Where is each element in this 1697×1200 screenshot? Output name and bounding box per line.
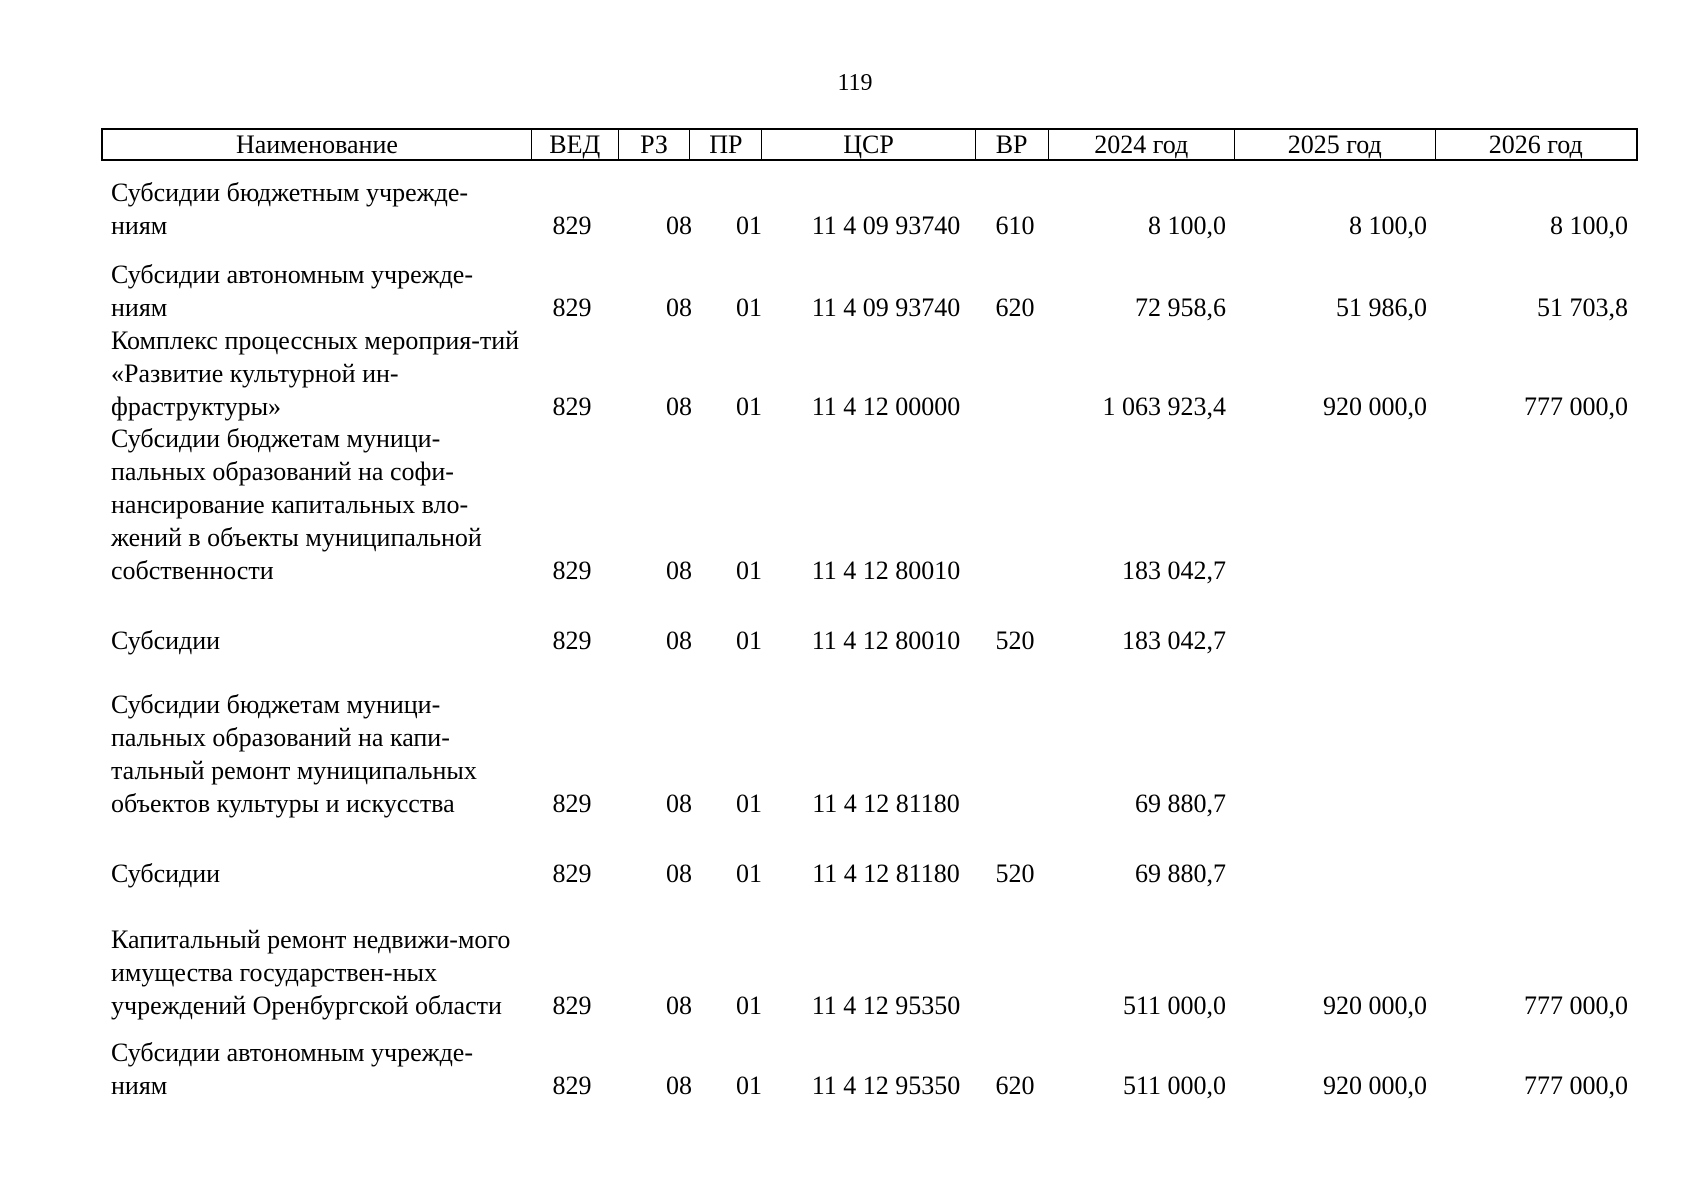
cell-y2026: 777 000,0: [1524, 991, 1628, 1020]
cell-csr: 11 4 12 81180: [812, 789, 960, 818]
cell-rz: 08: [666, 789, 692, 818]
header-rz: РЗ: [619, 130, 691, 159]
cell-pr: 01: [736, 626, 762, 655]
header-2024: 2024 год: [1049, 130, 1236, 159]
cell-name: Комплекс процессных мероприя-тий «Развитие культурной ин-фраструктуры»: [111, 326, 520, 421]
header-2026: 2026 год: [1488, 130, 1583, 159]
cell-csr: 11 4 09 93740: [811, 211, 961, 240]
cell-y2024: 69 880,7: [1135, 859, 1226, 888]
cell-y2026: 777 000,0: [1524, 1071, 1628, 1100]
cell-y2026: 8 100,0: [1550, 211, 1628, 240]
cell-y2024: 72 958,6: [1135, 293, 1226, 322]
table-row: [101, 688, 1638, 820]
cell-rz: 08: [666, 293, 692, 322]
cell-y2024: 69 880,7: [1135, 789, 1226, 818]
table-row: [101, 423, 1638, 587]
cell-name: Капитальный ремонт недвижи-мого имущества государствен-ных учреждений Оренбургской области: [111, 925, 511, 1020]
table-row: [101, 176, 1638, 242]
cell-name: Субсидии автономным учрежде-ниям: [111, 1038, 473, 1100]
cell-y2024: 8 100,0: [1148, 211, 1226, 240]
cell-y2025: 8 100,0: [1349, 211, 1427, 240]
table-row: [101, 1036, 1638, 1102]
cell-ved: 829: [552, 211, 592, 240]
cell-y2026: 777 000,0: [1524, 392, 1628, 421]
cell-ved: 829: [552, 859, 592, 888]
cell-csr: 11 4 12 95350: [811, 1071, 961, 1100]
cell-name: Субсидии бюджетам муници-пальных образований на софи-нансирование капитальных вло-жений в объекты муниципальной собственности: [111, 424, 482, 585]
cell-csr: 11 4 12 00000: [811, 392, 961, 421]
cell-csr: 11 4 12 80010: [811, 626, 961, 655]
cell-rz: 08: [666, 211, 692, 240]
cell-vr: 520: [995, 626, 1035, 655]
cell-rz: 08: [666, 626, 692, 655]
cell-pr: 01: [736, 556, 762, 585]
table-row: [101, 624, 1638, 657]
cell-y2025: 920 000,0: [1323, 392, 1427, 421]
cell-y2024: 183 042,7: [1122, 626, 1226, 655]
header-ved: ВЕД: [532, 130, 619, 159]
header-name: Наименование: [103, 130, 532, 159]
cell-csr: 11 4 12 95350: [811, 991, 961, 1020]
cell-y2025: 920 000,0: [1323, 1071, 1427, 1100]
header-2025: 2025 год: [1235, 130, 1435, 159]
cell-csr: 11 4 12 81180: [812, 859, 960, 888]
cell-vr: 520: [995, 859, 1035, 888]
cell-rz: 08: [666, 991, 692, 1020]
cell-csr: 11 4 12 80010: [811, 556, 961, 585]
table-row: [101, 890, 1638, 1022]
page-number: 119: [837, 70, 873, 96]
cell-y2024: 511 000,0: [1122, 991, 1226, 1020]
cell-pr: 01: [736, 211, 762, 240]
cell-rz: 08: [666, 1071, 692, 1100]
cell-y2025: 51 986,0: [1336, 293, 1427, 322]
cell-y2024: 183 042,7: [1122, 556, 1226, 585]
table-row: [101, 325, 1638, 423]
cell-y2024: 1 063 923,4: [1102, 392, 1226, 421]
cell-pr: 01: [736, 1071, 762, 1100]
header-vr: ВР: [976, 130, 1049, 159]
header-pr: ПР: [690, 130, 762, 159]
cell-pr: 01: [736, 991, 762, 1020]
header-csr: ЦСР: [762, 130, 975, 159]
cell-y2025: 920 000,0: [1323, 991, 1427, 1020]
cell-rz: 08: [666, 859, 692, 888]
cell-name: Субсидии: [111, 859, 221, 888]
cell-name: Субсидии автономным учрежде-ниям: [111, 260, 473, 322]
cell-ved: 829: [552, 789, 592, 818]
cell-name: Субсидии бюджетам муници-пальных образований на капи-тальный ремонт муниципальных объектов культуры и искусства: [111, 690, 477, 818]
cell-ved: 829: [552, 626, 592, 655]
cell-pr: 01: [736, 789, 762, 818]
cell-ved: 829: [552, 556, 592, 585]
cell-ved: 829: [552, 293, 592, 322]
cell-ved: 829: [552, 1071, 592, 1100]
table-row: [101, 857, 1638, 890]
cell-ved: 829: [552, 991, 592, 1020]
cell-pr: 01: [736, 859, 762, 888]
cell-pr: 01: [736, 293, 762, 322]
table-row: [101, 258, 1638, 324]
cell-y2026: 51 703,8: [1537, 293, 1628, 322]
cell-vr: 610: [995, 211, 1035, 240]
cell-csr: 11 4 09 93740: [811, 293, 961, 322]
cell-y2024: 511 000,0: [1122, 1071, 1226, 1100]
table-header: [101, 128, 1638, 161]
cell-rz: 08: [666, 392, 692, 421]
cell-rz: 08: [666, 556, 692, 585]
cell-ved: 829: [552, 392, 592, 421]
cell-name: Субсидии бюджетным учрежде-ниям: [111, 178, 469, 240]
cell-pr: 01: [736, 392, 762, 421]
cell-name: Субсидии: [111, 626, 221, 655]
cell-vr: 620: [995, 1071, 1035, 1100]
cell-vr: 620: [995, 293, 1035, 322]
